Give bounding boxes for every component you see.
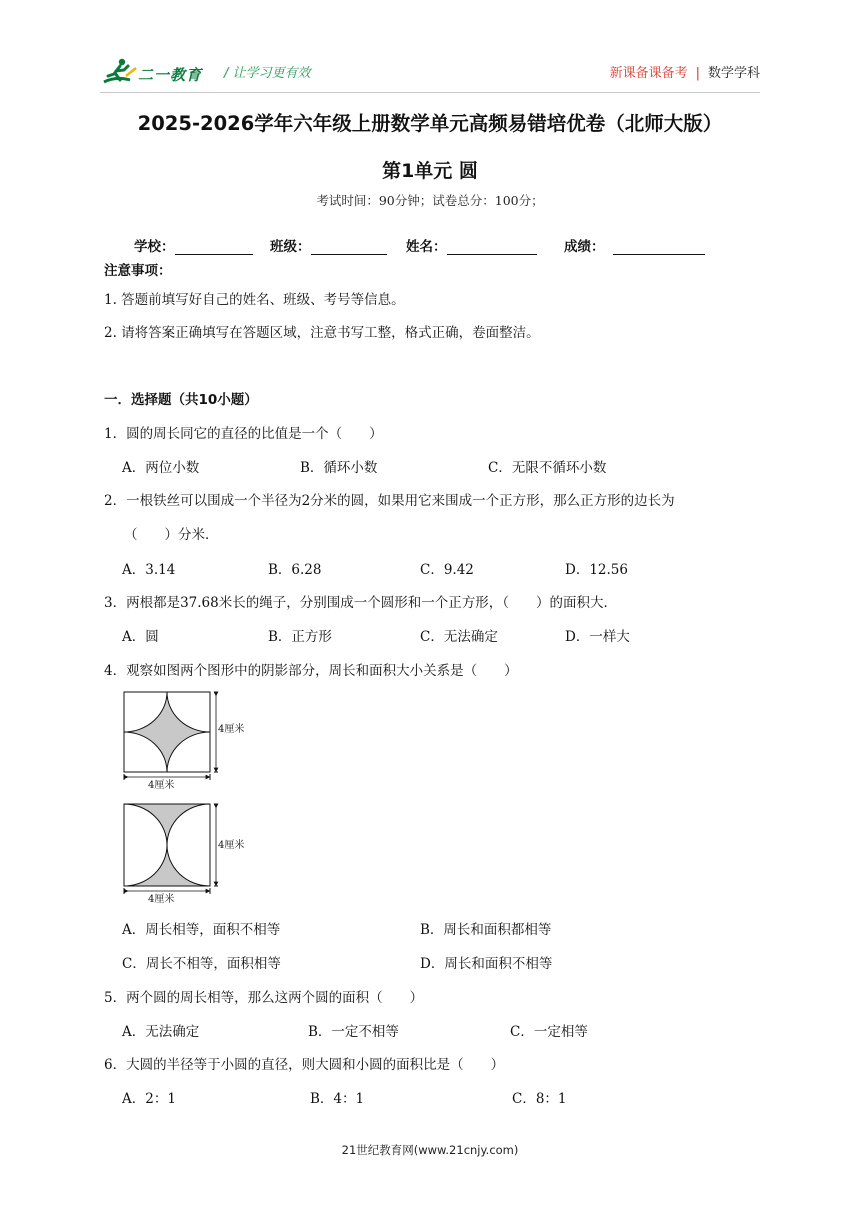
question-6-option-b[interactable]: B．4：1: [310, 1091, 365, 1107]
question-2-stem-cont: （ ）分米．: [124, 527, 219, 543]
exam-info: 考试时间：90分钟；试卷总分：100分；: [316, 193, 544, 208]
header-divider: [100, 92, 760, 93]
student-info-row: [134, 235, 734, 255]
class-label: 班级：: [270, 239, 311, 255]
name-blank[interactable]: [447, 238, 537, 255]
figure-2-side-label: 4厘米: [218, 840, 245, 851]
figure-2-hourglass: [118, 800, 246, 906]
question-3-option-c[interactable]: C．无法确定: [420, 629, 498, 645]
question-1-option-a[interactable]: A．两位小数: [122, 460, 200, 476]
header-subject: 数学学科: [707, 66, 760, 81]
question-4-option-a[interactable]: A．周长相等，面积不相等: [122, 922, 281, 938]
question-4-option-b[interactable]: B．周长和面积都相等: [420, 922, 552, 938]
question-3-option-b[interactable]: B．正方形: [268, 629, 332, 645]
score-field[interactable]: [564, 235, 705, 255]
logo-text: 二一教育: [138, 66, 203, 84]
header-separator: |: [695, 66, 700, 81]
question-6-option-a[interactable]: A．2：1: [122, 1091, 176, 1107]
question-5-option-a[interactable]: A．无法确定: [122, 1024, 200, 1040]
section-title: 一．选择题（共10小题）: [104, 392, 258, 408]
question-3-option-d[interactable]: D．一样大: [565, 629, 630, 645]
school-blank[interactable]: [175, 238, 253, 255]
question-5-stem: 5．两个圆的周长相等，那么这两个圆的面积（ ）: [104, 990, 424, 1006]
question-3-stem: 3．两根都是37.68米长的绳子，分别围成一个圆形和一个正方形，（ ）的面积大．: [104, 595, 617, 611]
question-6-stem: 6．大圆的半径等于小圆的直径，则大圆和小圆的面积比是（ ）: [104, 1057, 505, 1073]
question-3-option-a[interactable]: A．圆: [122, 629, 159, 645]
page-footer[interactable]: 21世纪教育网(www.21cnjy.com): [341, 1143, 519, 1157]
score-blank[interactable]: [613, 238, 705, 255]
question-1-option-b[interactable]: B．循环小数: [300, 460, 378, 476]
question-2-option-c[interactable]: C．9.42: [420, 562, 474, 578]
figure-1-side-label: 4厘米: [218, 724, 245, 735]
school-label: 学校：: [134, 239, 175, 255]
question-4-stem: 4．观察如图两个图形中的阴影部分，周长和面积大小关系是（ ）: [104, 663, 518, 679]
header-right: [610, 62, 760, 81]
runner-logo-icon: [100, 56, 140, 88]
question-6-option-c[interactable]: C．8：1: [512, 1091, 567, 1107]
question-2-option-b[interactable]: B．6.28: [268, 562, 322, 578]
figure-1-concave-star: [118, 688, 246, 790]
unit-title: 第1单元 圆: [382, 160, 478, 182]
question-1-stem: 1．圆的周长同它的直径的比值是一个（ ）: [104, 426, 383, 442]
question-2-stem: 2．一根铁丝可以围成一个半径为2分米的圆，如果用它来围成一个正方形，那么正方形的边长为: [104, 493, 675, 509]
question-4-option-c[interactable]: C．周长不相等，面积相等: [122, 956, 281, 972]
figure-2-bottom-label: 4厘米: [148, 894, 175, 905]
score-label: 成绩：: [564, 239, 605, 255]
notice-item: 2. 请将答案正确填写在答题区域，注意书写工整，格式正确，卷面整洁。: [104, 325, 540, 341]
question-2-option-a[interactable]: A．3.14: [122, 562, 176, 578]
notice-title: 注意事项：: [104, 263, 172, 279]
logo: [100, 56, 212, 88]
page-header: [100, 52, 760, 92]
question-1-option-c[interactable]: C．无限不循环小数: [488, 460, 607, 476]
question-5-option-c[interactable]: C．一定相等: [510, 1024, 588, 1040]
page-title: 2025-2026学年六年级上册数学单元高频易错培优卷（北师大版）: [137, 112, 723, 135]
class-blank[interactable]: [311, 238, 387, 255]
name-field[interactable]: [406, 235, 537, 255]
notice-item: 1. 答题前填写好自己的姓名、班级、考号等信息。: [104, 292, 405, 308]
slogan: / 让学习更有效: [224, 66, 311, 81]
question-4-option-d[interactable]: D．周长和面积不相等: [420, 956, 553, 972]
school-field[interactable]: [134, 235, 253, 255]
figure-1-bottom-label: 4厘米: [148, 780, 175, 790]
class-field[interactable]: [270, 235, 387, 255]
question-2-option-d[interactable]: D．12.56: [565, 562, 628, 578]
header-tagline: 新课备课备考: [609, 66, 688, 81]
name-label: 姓名：: [406, 239, 447, 255]
question-5-option-b[interactable]: B．一定不相等: [308, 1024, 399, 1040]
